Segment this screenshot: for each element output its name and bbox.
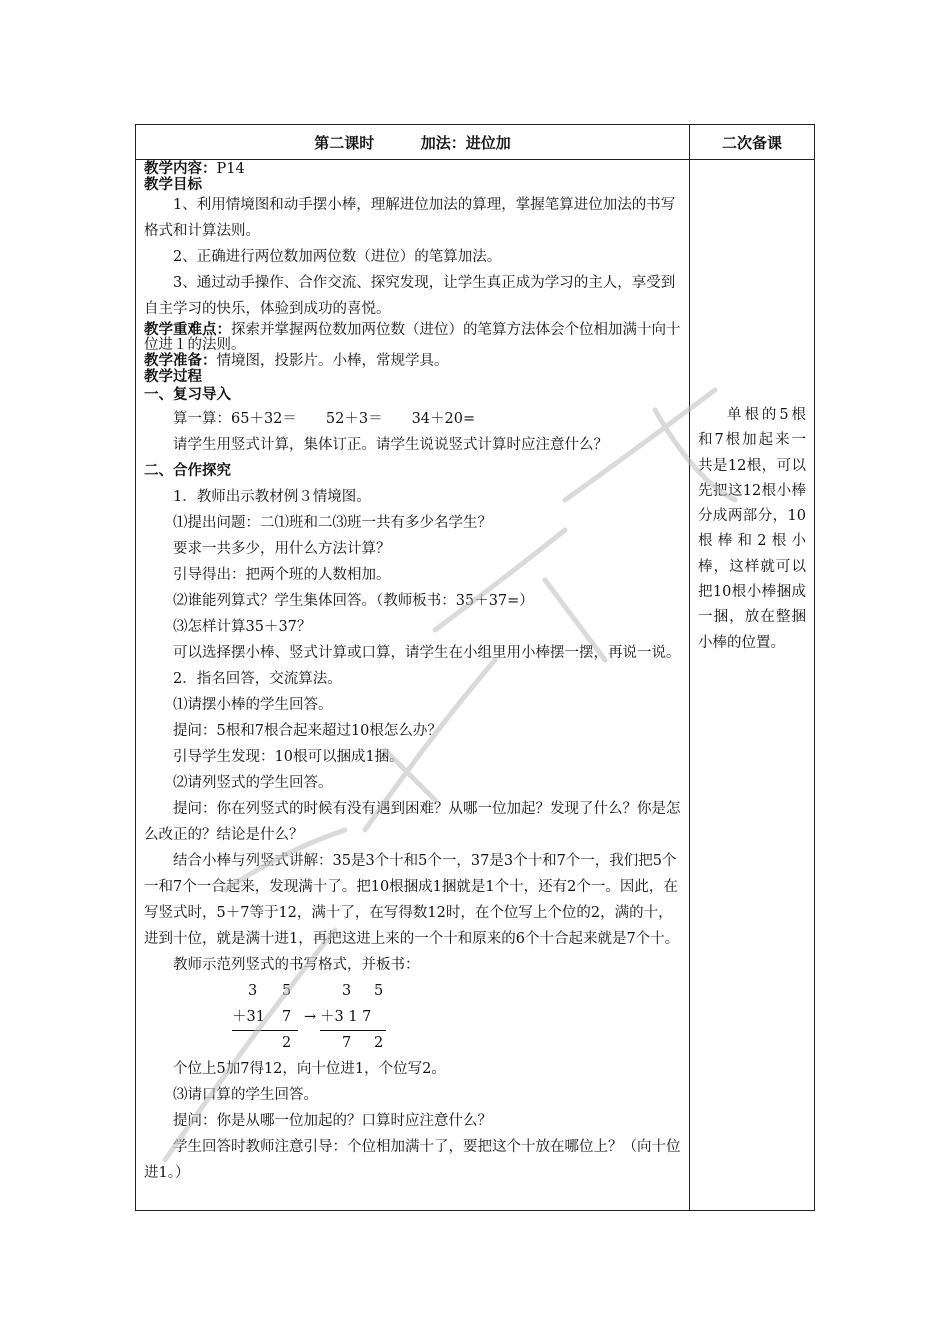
step-2c: 引导学生发现：10根可以捆成1捆。: [173, 749, 404, 765]
lesson-title: [136, 125, 689, 159]
main-content: [144, 161, 684, 1186]
step-1e: ⑶怎样计算35＋37？: [173, 619, 312, 635]
arrow-icon: →: [304, 1009, 317, 1025]
process-heading: 教学过程: [144, 368, 202, 385]
goal-1: 1、利用情境图和动手摆小棒，理解进位加法的算理，掌握笔算进位加法的书写格式和计算法则。: [144, 197, 676, 239]
side-note: 单根的5根和7根加起来一共是12根，可以先把这12根小棒分成两部分，10根棒和2根小棒，这样就可以把10根小棒捆成一捆，放在整捆小棒的位置。: [698, 407, 806, 651]
step-1d: ⑵谁能列算式？学生集体回答。（教师板书：35＋37=）: [173, 593, 534, 609]
teaching-goals-heading: 教学目标: [144, 176, 202, 193]
step-2k: 学生回答时教师注意引导：个位相加满十了，要把这个十放在哪位上？（向十位进1。）: [144, 1139, 681, 1181]
lesson-topic: 加法：进位加: [420, 134, 511, 152]
vf2-tens: 3: [342, 983, 352, 999]
step-1c: 引导得出：把两个班的人数相加。: [173, 567, 391, 583]
step-2: 2．指名回答，交流算法。: [173, 671, 342, 687]
step-2a: ⑴请摆小棒的学生回答。: [173, 697, 333, 713]
preparation: 教学准备：情境图，投影片。小棒，常规学具。: [144, 352, 449, 369]
vf2-ones: 5: [374, 983, 384, 999]
step-1a: ⑴提出问题：二⑴班和二⑶班一共有多少名学生？: [173, 515, 492, 531]
step-2e: 提问：你在列竖式的时候有没有遇到困难？从哪一位加起？发现了什么？你是怎么改正的？结论是什么？: [144, 801, 681, 843]
step-2g: 教师示范列竖式的书写格式，并板书：: [173, 957, 420, 973]
section-2-heading: 二、合作探究: [144, 462, 231, 479]
goal-2: 2、正确进行两位数加两位数（进位）的笔算加法。: [173, 249, 502, 265]
lesson-plan-table: [135, 124, 815, 1211]
vf2-result-tens: 7: [342, 1035, 352, 1051]
section-1-heading: 一、复习导入: [144, 386, 231, 403]
vf2-addend: ＋3 1 7: [320, 1004, 386, 1031]
step-2f: 结合小棒与列竖式讲解：35是3个十和5个一，37是3个十和7个一，我们把5个一和7个一合起来，发现满十了。把10根捆成1捆就是1个十，还有2个一。因此，在写竖式时，5＋7等于12，满十了，在写得数12时，在个位写上个位的2，满的十，进到十位，就是满十进1，再把这进上来的一个十和原来的6个十合起来就是7个十。: [144, 853, 680, 947]
key-points: 教学重难点：探索并掌握两位数加两位数（进位）的笔算方法体会个位相加满十向十位进１的法则。: [144, 321, 681, 353]
vf1-result: 2: [282, 1035, 292, 1051]
step-1b: 要求一共多少，用什么方法计算？: [173, 541, 391, 557]
lesson-number: 第二课时: [314, 134, 375, 152]
vf1-tens: 3: [248, 983, 258, 999]
vf1-ones: 5: [282, 983, 292, 999]
vertical-addition: [144, 978, 684, 1056]
goal-3: 3、通过动手操作、合作交流、探究发现，让学生真正成为学习的主人，享受到自主学习的快乐，体验到成功的喜悦。: [144, 275, 676, 317]
step-2i: ⑶请口算的学生回答。: [173, 1087, 318, 1103]
review-note: 请学生用竖式计算，集体订正。请学生说说竖式计算时应注意什么？: [173, 437, 608, 453]
teaching-content-line: 教学内容：P14: [144, 160, 245, 177]
review-calc: 算一算：65＋32＝ 52＋3＝ 34＋20=: [173, 411, 476, 427]
vf1-addend: ＋31 7: [232, 1004, 298, 1031]
step-1: 1．教师出示教材例３情境图。: [173, 489, 371, 505]
step-2j: 提问：你是从哪一位加起的？口算时应注意什么？: [173, 1113, 492, 1129]
step-2b: 提问：5根和7根合起来超过10根怎么办？: [173, 723, 442, 739]
step-1f: 可以选择摆小棒、竖式计算或口算，请学生在小组里用小棒摆一摆，再说一说。: [173, 645, 681, 661]
vf2-result-ones: 2: [374, 1035, 384, 1051]
column-divider: [689, 125, 690, 1210]
step-2h: 个位上5加7得12，向十位进1，个位写2。: [173, 1061, 446, 1077]
second-prep-header: 二次备课: [721, 134, 782, 152]
step-2d: ⑵请列竖式的学生回答。: [173, 775, 333, 791]
